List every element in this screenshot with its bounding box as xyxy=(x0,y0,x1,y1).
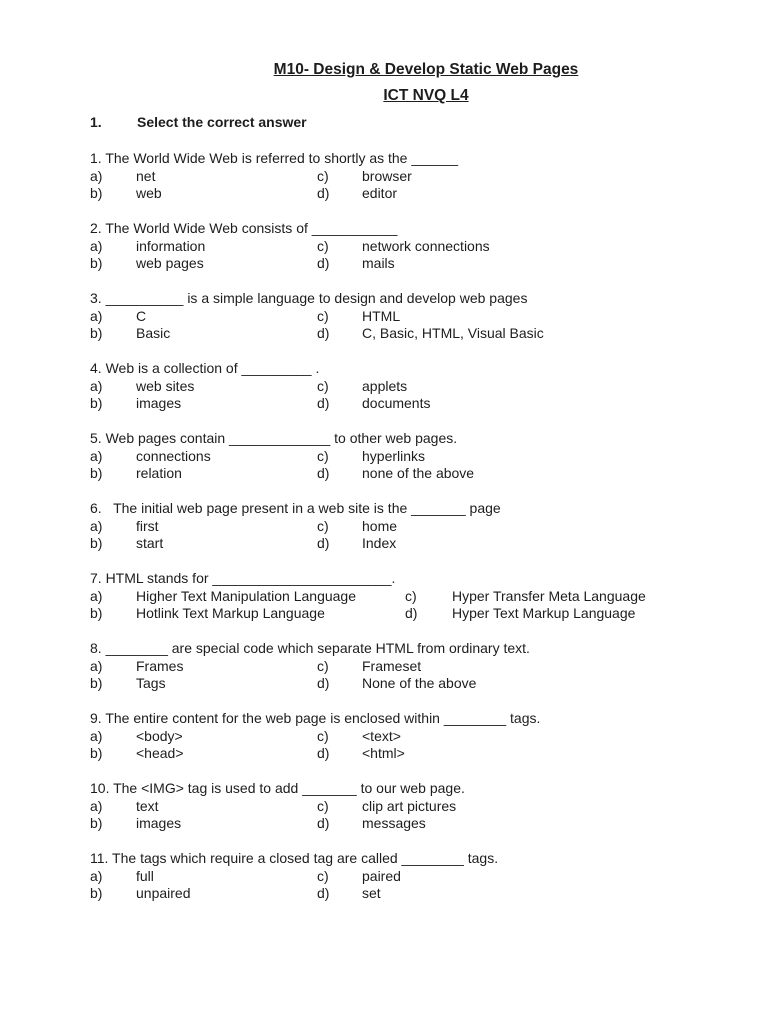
option-text: connections xyxy=(136,447,211,464)
option-text: Basic xyxy=(136,325,171,341)
question-block xyxy=(90,500,762,553)
option-text: Tags xyxy=(136,675,166,691)
option-text: set xyxy=(362,885,381,901)
option-text: text xyxy=(136,797,159,814)
option-letter: c) xyxy=(317,447,329,464)
option-text: clip art pictures xyxy=(362,797,457,814)
option-letter: b) xyxy=(90,675,103,691)
option-text: HTML xyxy=(362,307,401,324)
option-text: home xyxy=(362,517,398,534)
question-block xyxy=(90,850,762,903)
option-text: applets xyxy=(362,377,408,394)
option-letter: c) xyxy=(317,307,329,324)
question-options xyxy=(90,868,762,903)
option-letter: c) xyxy=(405,587,417,604)
option-text: Frames xyxy=(136,657,184,674)
option-letter: a) xyxy=(90,727,103,744)
option-text: messages xyxy=(362,815,426,831)
option-letter: c) xyxy=(317,237,329,254)
question-options xyxy=(90,308,762,343)
option-letter: d) xyxy=(317,325,330,341)
option-text: Hyper Text Markup Language xyxy=(452,605,636,621)
question-block xyxy=(90,780,762,833)
option-text: C xyxy=(136,307,147,324)
question-options xyxy=(90,588,762,623)
question-options xyxy=(90,518,762,553)
section-heading xyxy=(90,113,762,131)
option-letter: b) xyxy=(90,255,103,271)
option-letter: b) xyxy=(90,535,103,551)
option-letter: b) xyxy=(90,745,103,761)
option-text: Frameset xyxy=(362,657,422,674)
option-text: browser xyxy=(362,167,412,184)
option-letter: d) xyxy=(317,815,330,831)
option-letter: c) xyxy=(317,657,329,674)
option-text: <body> xyxy=(136,727,183,744)
option-text: <html> xyxy=(362,745,405,761)
option-letter: d) xyxy=(317,885,330,901)
question-block xyxy=(90,430,762,483)
option-text: full xyxy=(136,867,154,884)
option-letter: a) xyxy=(90,307,103,324)
option-text: hyperlinks xyxy=(362,447,426,464)
option-letter: d) xyxy=(317,255,330,271)
option-text: web sites xyxy=(136,377,195,394)
option-text: editor xyxy=(362,185,398,201)
question-options xyxy=(90,798,762,833)
doc-title-line2: ICT NVQ L4 xyxy=(383,87,469,104)
option-text: paired xyxy=(362,867,401,884)
option-text: Hotlink Text Markup Language xyxy=(136,605,325,621)
section-number: 1. xyxy=(90,114,102,130)
option-letter: d) xyxy=(405,605,418,621)
section-heading-text: Select the correct answer xyxy=(137,114,307,130)
question-block xyxy=(90,150,762,203)
question-block xyxy=(90,710,762,763)
option-letter: c) xyxy=(317,517,329,534)
question-options xyxy=(90,378,762,413)
question-text: 6. The initial web page present in a web site is the _______ page xyxy=(90,500,501,516)
option-text: documents xyxy=(362,395,431,411)
option-letter: a) xyxy=(90,867,103,884)
option-text: Higher Text Manipulation Language xyxy=(136,587,357,604)
option-letter: b) xyxy=(90,185,103,201)
option-text: <head> xyxy=(136,745,184,761)
option-text: none of the above xyxy=(362,465,475,481)
question-text: 2. The World Wide Web consists of ___________ xyxy=(90,220,398,236)
option-letter: a) xyxy=(90,657,103,674)
option-letter: b) xyxy=(90,815,103,831)
option-letter: b) xyxy=(90,395,103,411)
option-letter: a) xyxy=(90,517,103,534)
option-text: unpaired xyxy=(136,885,191,901)
option-text: Hyper Transfer Meta Language xyxy=(452,587,646,604)
option-letter: c) xyxy=(317,797,329,814)
question-block xyxy=(90,570,762,623)
option-text: mails xyxy=(362,255,395,271)
option-letter: b) xyxy=(90,605,103,621)
option-text: Index xyxy=(362,535,397,551)
question-text: 1. The World Wide Web is referred to shortly as the ______ xyxy=(90,150,459,166)
question-text: 5. Web pages contain _____________ to other web pages. xyxy=(90,430,458,446)
question-text: 9. The entire content for the web page is enclosed within ________ tags. xyxy=(90,710,541,726)
option-text: information xyxy=(136,237,206,254)
option-letter: c) xyxy=(317,167,329,184)
question-options xyxy=(90,168,762,203)
option-letter: d) xyxy=(317,395,330,411)
option-letter: b) xyxy=(90,325,103,341)
document-content xyxy=(90,57,762,903)
option-text: <text> xyxy=(362,727,401,744)
question-options xyxy=(90,238,762,273)
option-text: start xyxy=(136,535,164,551)
option-text: None of the above xyxy=(362,675,477,691)
document-title xyxy=(90,57,762,109)
option-letter: a) xyxy=(90,167,103,184)
option-letter: c) xyxy=(317,377,329,394)
option-text: web pages xyxy=(136,255,204,271)
question-options xyxy=(90,658,762,693)
doc-title-line1: M10- Design & Develop Static Web Pages xyxy=(273,61,579,78)
question-options xyxy=(90,448,762,483)
option-text: web xyxy=(136,185,162,201)
question-text: 4. Web is a collection of _________ . xyxy=(90,360,320,376)
option-letter: a) xyxy=(90,797,103,814)
question-text: 3. __________ is a simple language to design and develop web pages xyxy=(90,290,528,306)
option-letter: b) xyxy=(90,885,103,901)
option-letter: a) xyxy=(90,237,103,254)
question-text: 7. HTML stands for _______________________. xyxy=(90,570,396,586)
option-text: relation xyxy=(136,465,182,481)
option-text: images xyxy=(136,395,182,411)
question-block xyxy=(90,360,762,413)
option-text: network connections xyxy=(362,237,490,254)
question-text: 10. The <IMG> tag is used to add _______ to our web page. xyxy=(90,780,465,796)
option-letter: c) xyxy=(317,867,329,884)
option-letter: d) xyxy=(317,185,330,201)
option-letter: b) xyxy=(90,465,103,481)
option-text: images xyxy=(136,815,182,831)
question-block xyxy=(90,640,762,693)
option-letter: d) xyxy=(317,465,330,481)
option-letter: d) xyxy=(317,535,330,551)
option-letter: d) xyxy=(317,745,330,761)
option-letter: a) xyxy=(90,447,103,464)
option-text: first xyxy=(136,517,159,534)
option-letter: a) xyxy=(90,587,103,604)
question-text: 8. ________ are special code which separate HTML from ordinary text. xyxy=(90,640,530,656)
question-text: 11. The tags which require a closed tag are called ________ tags. xyxy=(90,850,499,866)
option-letter: c) xyxy=(317,727,329,744)
question-block xyxy=(90,220,762,273)
question-options xyxy=(90,728,762,763)
question-block xyxy=(90,290,762,343)
option-letter: d) xyxy=(317,675,330,691)
option-text: C, Basic, HTML, Visual Basic xyxy=(362,325,544,341)
option-letter: a) xyxy=(90,377,103,394)
option-text: net xyxy=(136,167,156,184)
